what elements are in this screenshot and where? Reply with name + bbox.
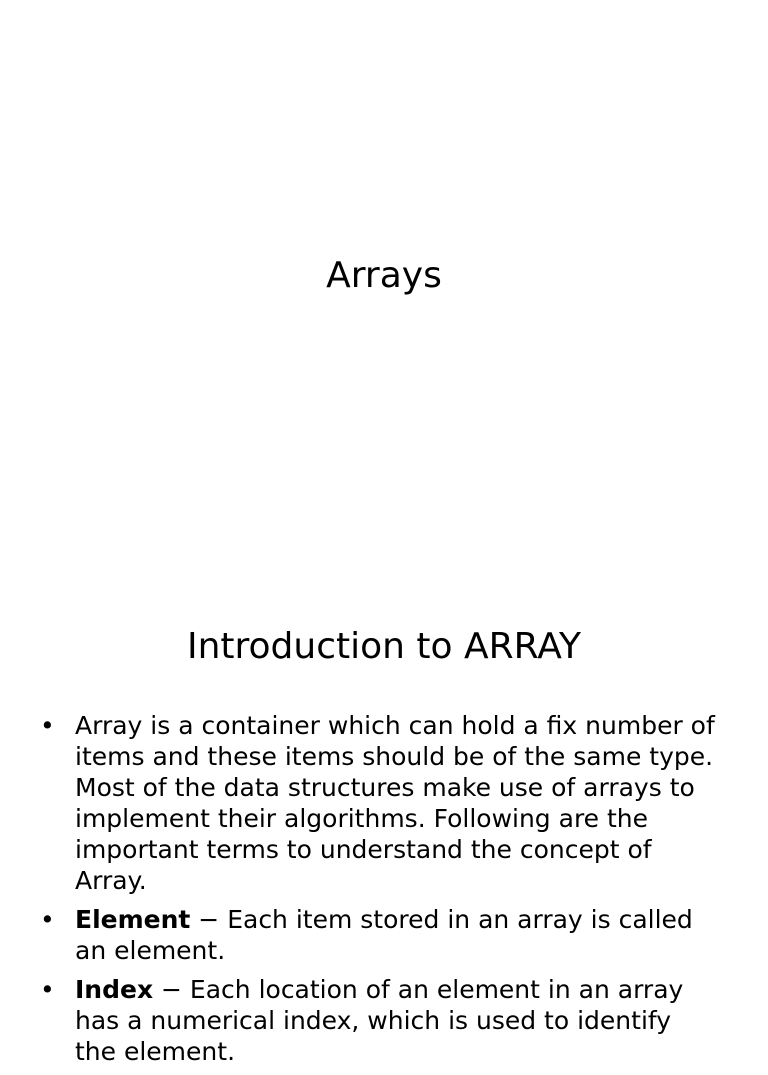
bullet-item-element — [40, 904, 720, 966]
slide-title: Arrays — [326, 255, 442, 296]
bullet-icon: • — [40, 711, 55, 740]
bullet-text: Array is a container which can hold a fix number of items and these items should be of the same type. Most of the data structures make use of arrays to implement their algorithms. Following are the important terms to understand the concept of Array. — [75, 711, 715, 895]
term-label: Index — [75, 975, 154, 1004]
bullet-item-index — [40, 974, 720, 1067]
bullet-icon: • — [40, 905, 55, 934]
bullet-icon: • — [40, 975, 55, 1004]
bullet-text: − Each item stored in an array is called an element. — [75, 905, 693, 965]
bullet-item-intro — [40, 710, 720, 896]
bullet-text: − Each location of an element in an array has a numerical index, which is used to identify the element. — [75, 975, 684, 1066]
slide-heading: Introduction to ARRAY — [186, 626, 582, 667]
bullet-list — [40, 710, 720, 1075]
slide-introduction — [0, 576, 768, 1066]
term-label: Element — [75, 905, 191, 934]
